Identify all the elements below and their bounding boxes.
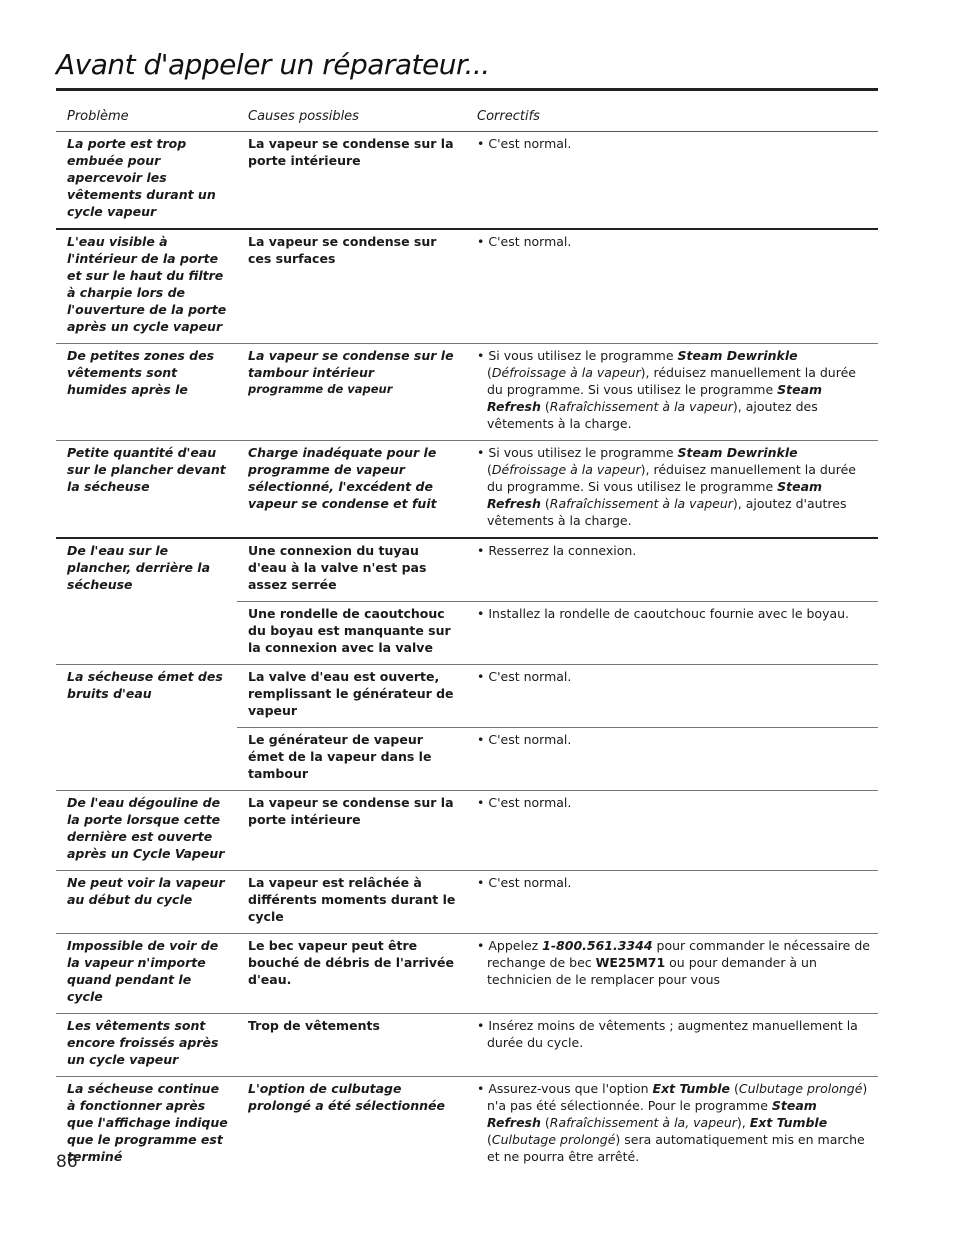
cause-cell: Trop de vêtements xyxy=(237,1014,466,1077)
problem-cell: De l'eau sur le plancher, derrière la sécheuse xyxy=(56,538,237,665)
table-row xyxy=(56,344,878,441)
fix-bullet: • C'est normal. xyxy=(477,135,872,152)
table-row xyxy=(56,538,878,602)
header-causes: Causes possibles xyxy=(237,104,466,132)
fix-bullet: • C'est normal. xyxy=(477,794,872,811)
problem-cell: La porte est trop embuée pour apercevoir les vêtements durant un cycle vapeur xyxy=(56,132,237,230)
cause-cell: La vapeur est relâchée à différents moments durant le cycle xyxy=(237,871,466,934)
cause-cell: L'option de culbutage prolongé a été sélectionnée xyxy=(248,1081,446,1113)
cause-cell: Charge inadéquate pour le programme de vapeur sélectionné, l'excédent de vapeur se condense et fuit xyxy=(237,441,466,539)
header-problem: Problème xyxy=(56,104,237,132)
problem-cell: L'eau visible à l'intérieur de la porte et sur le haut du filtre à charpie lors de l'ouverture de la porte après un cycle vapeur xyxy=(56,229,237,344)
fix-bullet: • C'est normal. xyxy=(477,233,872,250)
fix-bullet: • Insérez moins de vêtements ; augmentez manuellement la durée du cycle. xyxy=(477,1017,872,1051)
fix-cell xyxy=(466,1014,878,1077)
table-row xyxy=(56,1014,878,1077)
problem-cell: Petite quantité d'eau sur le plancher devant la sécheuse xyxy=(56,441,237,539)
fix-cell xyxy=(466,344,878,441)
fix-cell xyxy=(466,791,878,871)
cause-subtext: programme de vapeur xyxy=(248,382,393,396)
cause-cell: La valve d'eau est ouverte, remplissant le générateur de vapeur xyxy=(237,665,466,728)
fix-cell xyxy=(466,229,878,344)
fix-cell xyxy=(466,871,878,934)
table-row xyxy=(56,871,878,934)
fix-cell xyxy=(466,132,878,230)
part-number: WE25M71 xyxy=(595,955,666,970)
problem-cell: La sécheuse continue à fonctionner après que l'affichage indique que le programme est terminé xyxy=(67,1081,228,1164)
fix-cell xyxy=(466,1077,878,1174)
page-number: 86 xyxy=(56,1152,78,1172)
problem-cell: La sécheuse émet des bruits d'eau xyxy=(56,665,237,791)
title-rule xyxy=(56,88,878,91)
cause-cell: Le bec vapeur peut être bouché de débris de l'arrivée d'eau. xyxy=(237,934,466,1014)
page-title: Avant d'appeler un réparateur... xyxy=(56,48,490,81)
cause-cell: Une connexion du tuyau d'eau à la valve n'est pas assez serrée xyxy=(237,538,466,602)
fix-cell xyxy=(466,934,878,1014)
table-row xyxy=(56,791,878,871)
fix-bullet: • Si vous utilisez le programme Steam Dewrinkle (Défroissage à la vapeur), réduisez manuellement la durée du programme. Si vous utilisez le programme Steam Refresh (Rafraîchissement à la vapeur), ajoutez d'autres vêtements à la charge. xyxy=(477,444,872,529)
fix-bullet: • C'est normal. xyxy=(477,731,872,748)
fix-cell xyxy=(466,665,878,728)
fix-cell xyxy=(466,538,878,602)
table-row xyxy=(56,934,878,1014)
problem-cell: De l'eau dégouline de la porte lorsque cette dernière est ouverte après un Cycle Vapeur xyxy=(56,791,237,871)
table-row xyxy=(56,132,878,230)
problem-cell: Les vêtements sont encore froissés après un cycle vapeur xyxy=(56,1014,237,1077)
cause-cell: Le générateur de vapeur émet de la vapeur dans le tambour xyxy=(237,728,466,791)
fix-bullet: • Appelez 1-800.561.3344 pour commander le nécessaire de rechange de bec WE25M71 ou pour demander à un technicien de le remplacer pour vous xyxy=(477,937,872,988)
cause-cell: Une rondelle de caoutchouc du boyau est manquante sur la connexion avec la valve xyxy=(237,602,466,665)
fix-cell xyxy=(466,441,878,539)
fix-bullet: • Si vous utilisez le programme Steam Dewrinkle (Défroissage à la vapeur), réduisez manuellement la durée du programme. Si vous utilisez le programme Steam Refresh (Rafraîchissement à la vapeur), ajoutez des vêtements à la charge. xyxy=(477,347,872,432)
fix-bullet: • Resserrez la connexion. xyxy=(477,542,872,559)
header-fixes: Correctifs xyxy=(466,104,878,132)
phone-number: 1-800.561.3344 xyxy=(542,938,653,953)
fix-bullet: • Installez la rondelle de caoutchouc fournie avec le boyau. xyxy=(477,605,872,622)
fix-cell xyxy=(466,728,878,791)
cause-cell xyxy=(237,344,466,441)
cause-text: La vapeur se condense sur le tambour intérieur xyxy=(248,348,454,380)
fix-bullet: • C'est normal. xyxy=(477,668,872,685)
fix-bullet: • Assurez-vous que l'option Ext Tumble (Culbutage prolongé) n'a pas été sélectionnée. Pour le programme Steam Refresh (Rafraîchissement à la, vapeur), Ext Tumble (Culbutage prolongé) sera automatiquement mis en marche et ne pourra être arrêté. xyxy=(477,1080,872,1165)
table-header-row xyxy=(56,104,878,132)
cause-cell: La vapeur se condense sur la porte intérieure xyxy=(237,791,466,871)
table-row xyxy=(56,1077,878,1174)
cause-cell: La vapeur se condense sur la porte intérieure xyxy=(237,132,466,230)
fix-cell xyxy=(466,602,878,665)
problem-cell: De petites zones des vêtements sont humides après le xyxy=(56,344,237,441)
table-row xyxy=(56,441,878,539)
fix-bullet: • C'est normal. xyxy=(477,874,872,891)
cause-cell: La vapeur se condense sur ces surfaces xyxy=(237,229,466,344)
troubleshooting-table xyxy=(56,104,878,1173)
table-row xyxy=(56,665,878,728)
table-row xyxy=(56,229,878,344)
problem-cell: Ne peut voir la vapeur au début du cycle xyxy=(56,871,237,934)
problem-cell: Impossible de voir de la vapeur n'importe quand pendant le cycle xyxy=(56,934,237,1014)
